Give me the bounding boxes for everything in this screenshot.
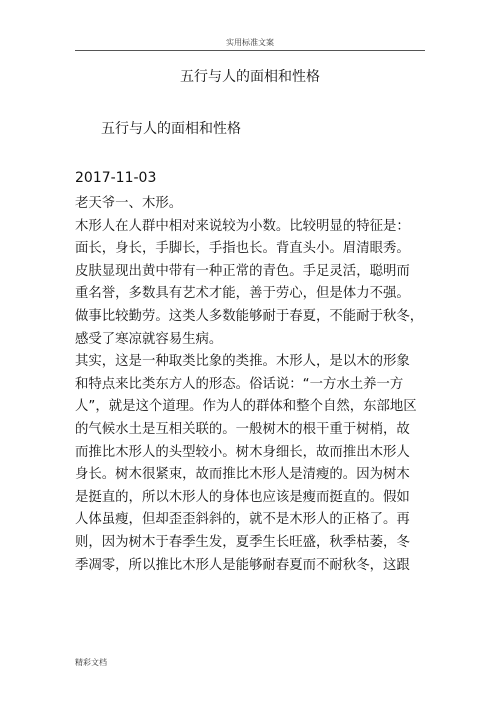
body-line: 身长。树木很紧束，故而推比木形人是清瘦的。因为树木 (75, 467, 410, 483)
body-text (75, 193, 435, 577)
body-line: 的气候水土是互相关联的。一般树木的根干重于树梢，故 (75, 421, 410, 437)
body-line: 而推比木形人的头型较小。树木身细长，故而推出木形人 (75, 444, 410, 460)
document-date: 2017-11-03 (75, 170, 157, 186)
body-line: 人”，就是这个道理。作为人的群体和整个自然，东部地区 (75, 399, 417, 415)
body-line: 人体虽瘦，但却歪歪斜斜的，就不是木形人的正格了。再 (75, 512, 410, 528)
body-line: 其实，这是一种取类比象的类推。木形人，是以木的形象 (75, 354, 410, 370)
body-line: 则，因为树木于春季生发，夏季生长旺盛，秋季枯萎，冬 (75, 534, 410, 550)
document-subtitle: 五行与人的面相和性格 (101, 121, 241, 137)
body-line: 重名誉，多数具有艺术才能，善于劳心，但是体力不强。 (75, 286, 410, 302)
header-divider (75, 50, 425, 51)
body-line: 感受了寒凉就容易生病。 (75, 331, 223, 347)
body-line: 皮肤显现出黄中带有一种正常的青色。手足灵活，聪明而 (75, 263, 410, 279)
body-line: 老天爷一、木形。 (75, 196, 183, 211)
document-title: 五行与人的面相和性格 (180, 69, 320, 85)
page-footer: 精彩文档 (75, 658, 107, 667)
body-line: 和特点来比类东方人的形态。俗话说：“一方水土养一方 (75, 376, 404, 392)
body-line: 是挺直的，所以木形人的身体也应该是瘦而挺直的。假如 (75, 489, 410, 505)
body-line: 木形人在人群中相对来说较为小数。比较明显的特征是： (75, 218, 410, 234)
body-line: 季凋零，所以推比木形人是能够耐春夏而不耐秋冬，这跟 (75, 557, 410, 573)
body-line: 做事比较勤劳。这类人多数能够耐于春夏，不能耐于秋冬， (75, 308, 424, 324)
page-header: 实用标准文案 (226, 38, 274, 47)
body-line: 面长，身长，手脚长，手指也长。背直头小。眉清眼秀。 (75, 241, 410, 257)
